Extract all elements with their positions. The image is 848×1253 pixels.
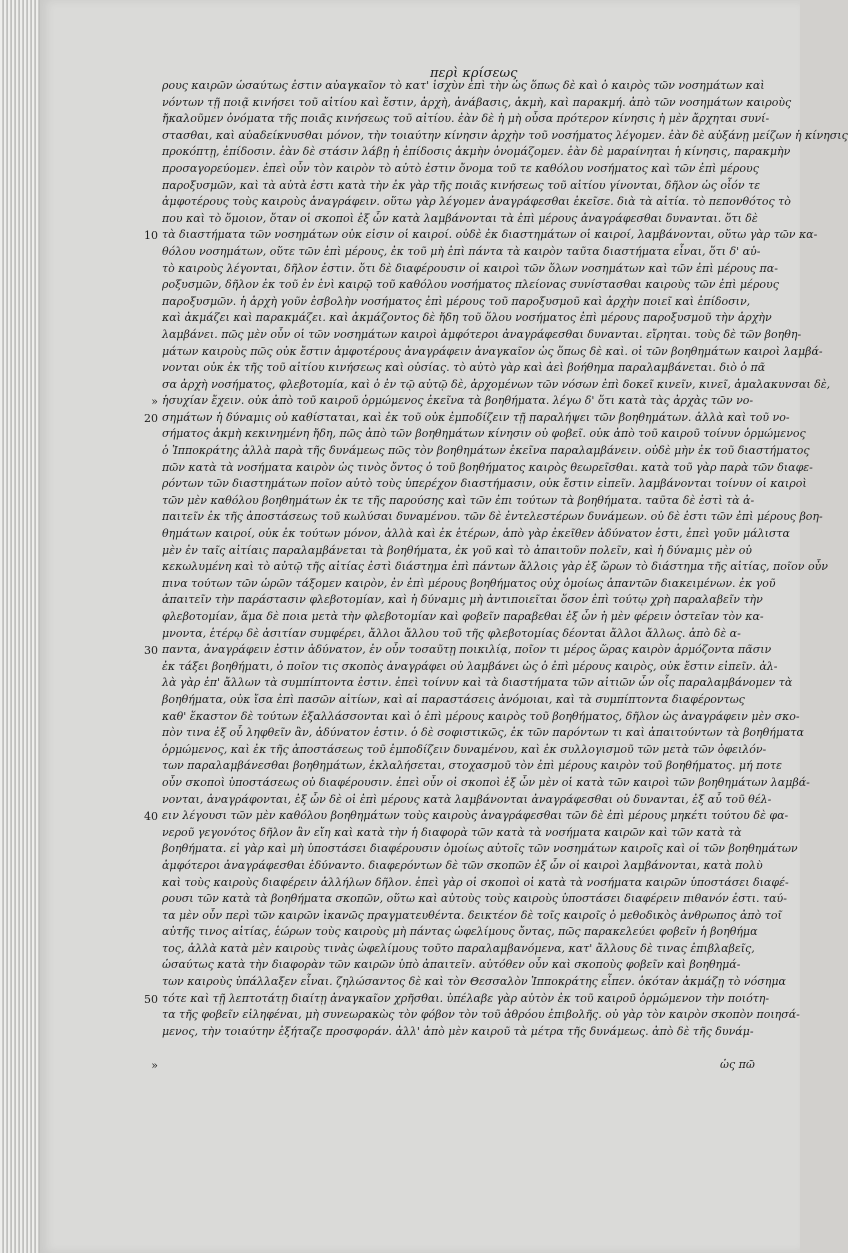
catchword: ὡς πῶ bbox=[720, 1058, 755, 1071]
text-line: νονται, ἀναγράφονται, ἐξ ὧν δὲ οἱ ἐπὶ μέρους κατὰ λαμβάνονται ἀναγράφεσθαι οὐ δυνανται, ἐξ αὖ τοῦ θέλ- bbox=[162, 792, 772, 806]
text-line: τῶν μὲν καθόλου βοηθημάτων ἐκ τε τῆς παρούσης καὶ τῶν ἐπι τούτων τὰ βοηθήματα. ταῦτα δὲ ἐστὶ τὰ ἀ- bbox=[162, 493, 755, 507]
text-line: σημάτων ἡ δύναμις οὐ καθίσταται, καὶ ἐκ τοῦ οὐκ ἐμποδίζειν τῇ παραλήψει τῶν βοηθημάτων. ἀλλὰ καὶ τοῦ νο- bbox=[162, 410, 790, 424]
text-line: των παραλαμβάνεσθαι βοηθημάτων, ἐκλαλήσεται, στοχασμοῦ τὸν ἐπὶ μέρους καιρὸν τοῦ βοηθήματος. μή ποτε bbox=[162, 759, 783, 773]
text-line: σήματος ἀκμὴ κεκινημένη ἤδη, πῶς ἀπὸ τῶν βοηθημάτων κίνησιν οὐ φοβεῖ. οὐκ ἀπὸ τοῦ καιροῦ τοίνυν ὁρμώμενος bbox=[162, 427, 806, 441]
text-line: λαμβάνει. πῶς μὲν οὖν οἱ τῶν νοσημάτων καιροὶ ἀμφότεροι ἀναγράφεσθαι δυνανται. εἴρηται. τοὺς δὲ τῶν βοηθη- bbox=[162, 327, 802, 341]
text-line: τος, ἀλλὰ κατὰ μὲν καιροὺς τινὰς ὡφελίμους τοῦτο παραλαμβανόμενα, κατ' ἄλλους δὲ τινας ἐπιβλαβεῖς, bbox=[162, 941, 755, 955]
margin-mark: 10 bbox=[144, 229, 158, 243]
text-line: καθ' ἕκαστον δὲ τούτων ἐξαλλάσσονται καὶ ὁ ἐπὶ μέρους καιρὸς τοῦ βοηθήματος, δῆλον ὡς ἀναγράφειν μὲν σκο- bbox=[162, 709, 800, 723]
text-line: παιτεῖν ἐκ τῆς ἀποστάσεως τοῦ κωλύσαι δυναμένου. τῶν δὲ ἐντελεστέρων δυνάμεων. οὐ δὲ ἐστι τῶν ἐπὶ μέρους βοη- bbox=[162, 510, 823, 524]
text-line: λὰ γὰρ ἐπ' ἄλλων τὰ συμπίπτοντα ἐστιν. ἐπεὶ τοίνυν καὶ τὰ διαστήματα τῶν αἰτιῶν ὧν οἷς παραλαμβάνομεν τὰ bbox=[162, 676, 793, 690]
text-line: μάτων καιροὺς πῶς οὐκ ἔστιν ἀμφοτέρους ἀναγράφειν ἀναγκαῖον ὡς ὅπως δὲ καὶ. οἱ τῶν βοηθημάτων καιροὶ λαμβά- bbox=[162, 344, 823, 358]
text-line: προσαγορεύομεν. ἐπεὶ οὖν τὸν καιρὸν τὸ αὐτὸ ἐστιν ὄνομα τοῦ τε καθόλου νοσήματος καὶ τῶν ἐπὶ μέρους bbox=[162, 161, 759, 175]
text-line: οὖν σκοποὶ ὑποστάσεως οὐ διαφέρουσιν. ἐπεὶ οὖν οἱ σκοποὶ ἐξ ὧν μὲν οἱ κατὰ τῶν καιροὶ τῶν βοηθημάτων λαμβά- bbox=[162, 775, 810, 789]
text-line: τα μὲν οὖν περὶ τῶν καιρῶν ἱκανῶς πραγματευθέντα. δεικτέον δὲ τοῖς καιροῖς ὁ μεθοδικὸς ἀνθρωπος ἀπὸ τοῖ bbox=[162, 908, 782, 922]
text-line: τὰ διαστήματα τῶν νοσημάτων οὐκ εἰσιν οἱ καιροί. οὐδὲ ἐκ διαστημάτων οἱ καιροί, λαμβάνονται, οὕτω γὰρ τῶν κα- bbox=[162, 228, 818, 242]
text-line: ρους καιρῶν ὡσαύτως ἐστιν αὐαγκαῖον τὸ κατ' ἰσχὺν ἐπὶ τὴν ὡς ὅπως δὲ καὶ ὁ καιρὸς τῶν νοσημάτων καὶ bbox=[162, 79, 765, 92]
text-line: ἀμφότεροι ἀναγράφεσθαι ἐδύναντο. διαφερόντων δὲ τῶν σκοπῶν ἐξ ὧν οἱ καιροὶ λαμβάνονται, κατὰ πολὺ bbox=[162, 858, 763, 872]
text-line: τότε καὶ τῇ λεπτοτάτῃ διαίτῃ ἀναγκαῖον χρῆσθαι. ὑπέλαβε γὰρ αὐτὸν ἐκ τοῦ καιροῦ ὁρμώμενον τὴν ποιότη- bbox=[162, 991, 770, 1005]
text-line: πινα τούτων τῶν ὡρῶν τάξομεν καιρὸν, ἐν ἐπὶ μέρους βοηθήματος οὐχ ὁμοίως ἀπαντῶν διακειμένων. ἐκ γοῦ bbox=[162, 576, 776, 590]
text-line: ρουσι τῶν κατὰ τὰ βοηθήματα σκοπῶν, οὕτω καὶ αὐτοὺς τοὺς καιροὺς ὑποστάσει διαφέρειν πιθανόν ἐστι. ταύ- bbox=[162, 892, 787, 906]
text-line: προκόπτῃ, ἐπίδοσιν. ἐὰν δὲ στάσιν λάβῃ ἡ ἐπίδοσις ἀκμὴν ὀνομάζομεν. ἐὰν δὲ μαραίνηται ἡ κίνησις, παρακμὴν bbox=[162, 145, 791, 159]
text-line: νεροῦ γεγονότος δῆλον ἂν εἴη καὶ κατὰ τὴν ἡ διαφορὰ τῶν κατὰ τὰ νοσήματα καιρῶν καὶ τῶν κατὰ τὰ bbox=[162, 825, 742, 839]
text-line: ὁρμώμενος, καὶ ἐκ τῆς ἀποστάσεως τοῦ ἐμποδίζειν δυναμένου, καὶ ἐκ συλλογισμοῦ τῶν μετὰ τῶν ὀφειλόν- bbox=[162, 742, 767, 756]
text-line: βοηθήματα, οὐκ ἴσα ἐπὶ πασῶν αἰτίων, καὶ αἱ παραστάσεις ἀνόμοιαι, καὶ τὰ συμπίπτοντα διαφέροντως bbox=[162, 692, 745, 706]
text-line: των καιροὺς ὑπάλλαξεν εἶναι. ζηλώσαντος δὲ καὶ τὸν Θεσσαλὸν Ἱπποκράτης εἶπεν. ὁκόταν ἀκμάζῃ τὸ νόσημα bbox=[162, 975, 786, 989]
text-line: ἤκαλοῦμεν ὀνόματα τῆς ποιᾶς κινήσεως τοῦ αἰτίου. ἐὰν δὲ ἡ μὴ οὖσα πρότερον κίνησις ἡ μὲν ἄρχηται συνί- bbox=[162, 112, 770, 126]
text-line: στασθαι, καὶ αὐαδείκνυσθαι μόνον, τὴν τοιαύτην κίνησιν ἀρχὴν τοῦ νοσήματος λέγομεν. ἐὰν δὲ αὐξάνῃ μείζων ἡ κίνησις bbox=[162, 128, 848, 142]
text-line: ἀμφοτέρους τοὺς καιροὺς ἀναγράφειν. οὕτω γὰρ λέγομεν ἀναγράφεσθαι ἐκεῖσε. διὰ τὰ αἰτία. τὸ πεπονθότος τὸ bbox=[162, 195, 791, 209]
margin-mark: » bbox=[151, 1059, 158, 1073]
text-line: παροξυσμῶν, καὶ τὰ αὐτὰ ἐστι κατὰ τὴν ἐκ γὰρ τῆς ποιᾶς κινήσεως τοῦ αἰτίου γίνονται, δῆλον ὡς οἷόν τε bbox=[162, 178, 761, 192]
book-spine-edge bbox=[0, 0, 40, 1253]
text-line: αὐτῆς τινος αἰτίας, ἑώρων τοὺς καιροὺς μὴ πάντας ὡφελίμους ὄντας, πῶς παρακελεύει φοβεῖν ἡ βοηθήμα bbox=[162, 925, 758, 939]
text-line: καὶ τοὺς καιροὺς διαφέρειν ἀλλήλων δῆλον. ἐπεὶ γὰρ οἱ σκοποὶ οἱ κατὰ τὰ νοσήματα καιρῶν ὑποστάσει διαφέ- bbox=[162, 875, 789, 889]
text-line: κεκωλυμένη καὶ τὸ αὐτῷ τῆς αἰτίας ἐστὶ διάστημα ἐπὶ πάντων ἄλλοις γὰρ ἐξ ὥρων τὸ διάστημα τῆς αἰτίας, ποῖον οὖν bbox=[162, 560, 828, 574]
text-line: ἡσυχίαν ἔχειν. οὐκ ἀπὸ τοῦ καιροῦ ὁρμώμενος ἐκεῖνα τὰ βοηθήματα. λέγω δ' ὅτι κατὰ τὰς ἀρχὰς τῶν νο- bbox=[162, 394, 754, 408]
margin-mark: 20 bbox=[144, 412, 158, 425]
text-line: ἀπαιτεῖν τὴν παράστασιν φλεβοτομίαν, καὶ ἡ δύναμις μὴ ἀντιποιεῖται ὅσον ἐπὶ τούτῳ χρὴ παραλαβεῖν τὴν bbox=[162, 593, 763, 607]
text-line: ειν λέγουσι τῶν μὲν καθόλου βοηθημάτων τοὺς καιροὺς ἀναγράφεσθαι τῶν δὲ ἐπὶ μέρους μηκέτι τούτου δὲ φα- bbox=[162, 809, 789, 823]
text-line: νονται οὐκ ἐκ τῆς τοῦ αἰτίου κινήσεως καὶ οὐσίας. τὸ αὐτὸ γὰρ καὶ ἀεὶ βοήθημα παραλαμβάνεται. διὸ ὁ πᾶ bbox=[162, 361, 766, 375]
text-line: πῶν κατὰ τὰ νοσήματα καιρὸν ὡς τινὸς ὄντος ὁ τοῦ βοηθήματος καιρὸς θεωρεῖσθαι. κατὰ τοῦ γὰρ παρὰ τῶν διαφε- bbox=[162, 460, 813, 474]
main-text-block bbox=[162, 78, 848, 1040]
text-line: ροξυσμῶν, δῆλον ἐκ τοῦ ἐν ἑνὶ καιρῷ τοῦ καθόλου νοσήματος πλείονας συνίστασθαι καιροὺς τῶν ἐπὶ μέρους bbox=[162, 278, 779, 292]
margin-mark: » bbox=[151, 395, 158, 409]
text-line: παντα, ἀναγράφειν ἐστιν ἀδύνατον, ἐν οὖν τοσαῦτῃ ποικιλίᾳ, ποῖον τι μέρος ὥρας καιρὸν ἁρμόζοντα πᾶσιν bbox=[162, 643, 772, 657]
text-line: πὸν τινα ἐξ οὗ ληφθεῖν ἂν, ἀδύνατον ἐστιν. ὁ δὲ σοφιστικῶς, ἐκ τῶν παρόντων τι καὶ ἀπαιτούντων τὰ βοηθήματα bbox=[162, 726, 804, 740]
text-line: τα τῆς φοβεῖν εἰληφέναι, μὴ συνεωρακὼς τὸν φόβον τὸν τοῦ ἀθρόου ἐπιβολῆς. οὐ γὰρ τὸν καιρὸν σκοπὸν ποιησά- bbox=[162, 1008, 800, 1022]
margin-mark: 50 bbox=[144, 993, 158, 1006]
text-line: ρόντων τῶν διαστημάτων ποῖον αὐτὸ τοὺς ὑπερέχον διαστήμασιν, οὐκ ἔστιν εἰπεῖν. λαμβάνονται τοίνυν οἱ καιροὶ bbox=[162, 477, 807, 491]
text-line: βοηθήματα. εἰ γὰρ καὶ μὴ ὑποστάσει διαφέρουσιν ὁμοίως αὐτοῖς τῶν νοσημάτων καιροῖς καὶ οἱ τῶν βοηθημάτων bbox=[162, 842, 798, 856]
text-line: σα ἀρχὴ νοσήματος, φλεβοτομία, καὶ ὁ ἐν τῷ αὐτῷ δὲ, ἀρχομένων τῶν νόσων ἐπὶ δοκεῖ κινεῖν, κινεῖ, ἀμαλακυνσαι δὲ, bbox=[162, 377, 831, 391]
text-line: θόλου νοσημάτων, οὕτε τῶν ἐπὶ μέρους, ἐκ τοῦ μὴ ἐπὶ πάντα τὰ καιρὸν ταῦτα διαστήματα εἶναι, ὅτι δ' αὐ- bbox=[162, 244, 761, 258]
text-line: ἐκ τάξει βοηθήματι, ὁ ποῖον τις σκοπὸς ἀναγράφει οὐ λαμβάνει ὡς ὁ ἐπὶ μέρους καιρὸς, οὐκ ἔστιν εἰπεῖν. ἀλ- bbox=[162, 659, 778, 673]
margin-mark: 30 bbox=[144, 644, 158, 658]
text-line: που καὶ τὸ ὅμοιον, ὅταν οἱ σκοποὶ ἐξ ὧν κατὰ λαμβάνονται τὰ ἐπὶ μέρους ἀναγράφεσθαι δυνανται. ὅτι δὲ bbox=[162, 211, 758, 225]
margin-mark: 40 bbox=[144, 810, 158, 824]
text-line: ὡσαύτως κατὰ τὴν διαφορὰν τῶν καιρῶν ὑπὸ ἀπαιτεῖν. αὐτόθεν οὖν καὶ σκοποὺς φοβεῖν καὶ βοηθημά- bbox=[162, 958, 741, 972]
text-line: καὶ ἀκμάζει καὶ παρακμάζει. καὶ ἀκμάζοντος δὲ ἤδη τοῦ ὅλου νοσήματος ἐπὶ μέρους παροξυσμοῦ τὴν ἀρχὴν bbox=[162, 311, 772, 325]
text-line: ὁ Ἱπποκράτης ἀλλὰ παρὰ τῆς δυνάμεως πῶς τὸν βοηθημάτων ἐκεῖνα παραλαμβάνειν. οὐδὲ μὴν ἐκ τοῦ διαστήματος bbox=[162, 444, 810, 458]
text-line: θημάτων καιροί, οὐκ ἐκ τούτων μόνον, ἀλλὰ καὶ ἐκ ἑτέρων, ἀπὸ γὰρ ἐκεῖθεν ἀδύνατον ἐστι, ἐπεὶ γοῦν μάλιστα bbox=[162, 527, 790, 541]
text-line: μνοντα, ἑτέρῳ δὲ ἀσιτίαν συμφέρει, ἄλλοι ἄλλου τοῦ τῆς φλεβοτομίας δέονται ἄλλοι ἄλλως. ἀπὸ δὲ α- bbox=[162, 626, 741, 640]
text-line: παροξυσμῶν. ἡ ἀρχὴ γοῦν ἐσβολὴν νοσήματος ἐπὶ μέρους τοῦ παροξυσμοῦ καὶ ἀρχὴν ποιεῖ καὶ ἐπίδοσιν, bbox=[162, 294, 751, 308]
text-line: μενος, τὴν τοιαύτην ἐξήταζε προσφοράν. ἀλλ' ἀπὸ μὲν καιροῦ τὰ μέτρα τῆς δυνάμεως. ἀπὸ δὲ τῆς δυνάμ- bbox=[162, 1024, 754, 1038]
text-line: φλεβοτομίαν, ἅμα δὲ ποια μετὰ τὴν φλεβοτομίαν καὶ φοβεῖν παραβεθαι ἐξ ὧν ἡ μὲν φέρειν ὀστεῖαν τὸν κα- bbox=[162, 610, 764, 623]
text-line: τὸ καιροὺς λέγονται, δῆλον ἐστιν. ὅτι δὲ διαφέρουσιν οἱ καιροὶ τῶν ὅλων νοσημάτων καὶ τῶν ἐπὶ μέρους πα- bbox=[162, 261, 778, 275]
text-line: μὲν ἐν ταῖς αἰτίαις παραλαμβάνεται τὰ βοηθήματα, ἐκ γοῦ καὶ τὸ ἀπαιτοῦν πολεῖν, καὶ ἡ δύναμις μὲν οὐ bbox=[162, 543, 752, 557]
text-line: νόντων τῇ ποιᾷ κινήσει τοῦ αἰτίου καὶ ἔστιν, ἀρχὴ, ἀνάβασις, ἀκμὴ, καὶ παρακμή. ἀπὸ τῶν νοσημάτων καιροὺς bbox=[162, 95, 792, 109]
running-head: περὶ κρίσεως bbox=[430, 66, 518, 81]
